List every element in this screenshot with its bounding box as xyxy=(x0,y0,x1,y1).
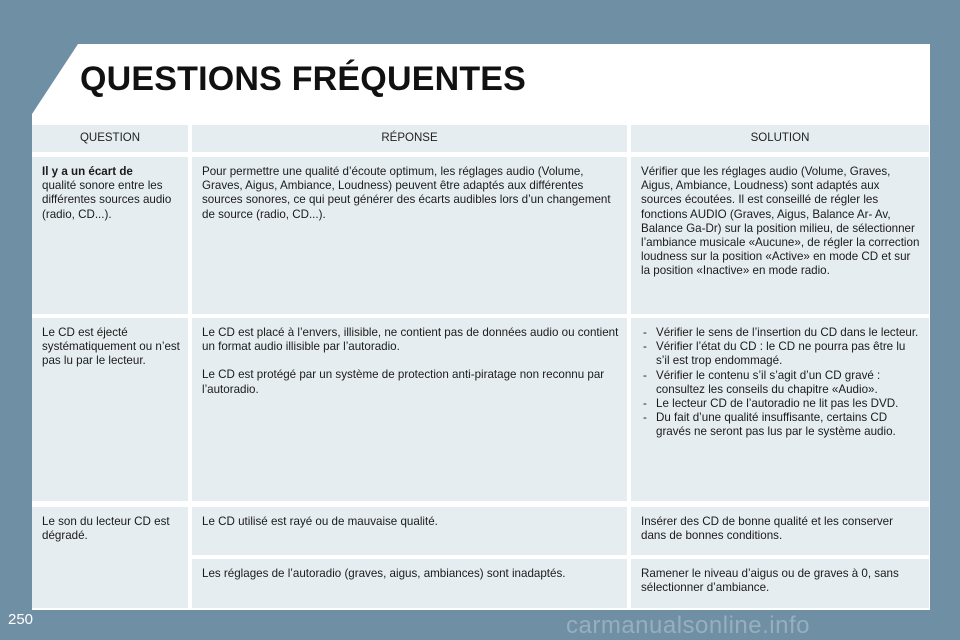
row3a-answer-text: Le CD utilisé est rayé ou de mauvaise qualité. xyxy=(202,515,438,528)
header-answer xyxy=(192,125,627,152)
row1-question-bold: Il y a un écart de xyxy=(42,165,133,178)
row3b-solution-text: Ramener le niveau d’aigus ou de graves à 0, sans sélectionner d’ambiance. xyxy=(641,567,899,595)
row1-answer-cell xyxy=(192,157,627,314)
row3-question-cell xyxy=(32,507,188,608)
row3b-answer-text: Les réglages de l’autoradio (graves, aigus, ambiances) sont inadaptés. xyxy=(202,567,566,580)
header-solution xyxy=(631,125,929,152)
list-item: - Vérifier l’état du CD : le CD ne pourra pas être lu s’il est trop endommagé. xyxy=(641,340,921,368)
row1-question-cell xyxy=(32,157,188,314)
header-question-label: QUESTION xyxy=(79,132,141,145)
row2-answer-paragraph-2: Le CD est protégé par un système de protection anti-piratage non reconnu par l’autoradio. xyxy=(202,368,605,396)
row3a-solution-text: Insérer des CD de bonne qualité et les conserver dans de bonnes conditions. xyxy=(641,515,893,543)
row3a-answer-cell xyxy=(192,507,627,555)
row3a-solution-cell xyxy=(631,507,929,555)
header-answer-label: RÉPONSE xyxy=(381,132,438,145)
row3-question-text: Le son du lecteur CD est dégradé. xyxy=(42,515,170,543)
row2-answer-cell xyxy=(192,318,627,501)
header-question xyxy=(32,125,188,152)
list-item: - Du fait d’une qualité insuffisante, certains CD gravés ne seront pas lus par le système audio. xyxy=(641,411,921,439)
row2-answer-paragraph-1: Le CD est placé à l’envers, illisible, ne contient pas de données audio ou contient un format audio illisible par l’autoradio. xyxy=(202,326,619,354)
list-item: - Vérifier le sens de l’insertion du CD dans le lecteur. xyxy=(641,326,921,340)
watermark: carmanualsonline.info xyxy=(566,612,810,639)
page-number: 250 xyxy=(8,611,34,628)
row2-question-text: Le CD est éjecté systématiquement ou n’est pas lu par le lecteur. xyxy=(42,326,180,368)
row1-answer-text: Pour permettre une qualité d’écoute optimum, les réglages audio (Volume, Graves, Aigus, Ambiance, Loudness) peuvent être adaptés aux différentes sources sonores, ce qui peut générer des écarts audibles lors d’un changement de source (radio, CD...). xyxy=(202,165,611,221)
list-item: - Vérifier le contenu s’il s’agit d’un CD gravé : consultez les conseils du chapitre «Audio». xyxy=(641,369,921,397)
row1-solution-cell xyxy=(631,157,929,314)
row1-question-text: qualité sonore entre les différentes sources audio (radio, CD...). xyxy=(42,179,172,221)
list-item: - Le lecteur CD de l’autoradio ne lit pas les DVD. xyxy=(641,397,921,411)
row2-solution-list xyxy=(641,326,921,440)
header-solution-label: SOLUTION xyxy=(750,132,810,145)
row1-solution-text: Vérifier que les réglages audio (Volume, Graves, Aigus, Ambiance, Loudness) sont adaptés aux sources écoutées. Il est conseillé de régler les fonctions AUDIO (Graves, Aigus, Balance Ar- Av, Balance Ga-Dr) sur la position milieu, de sélectionner l’ambiance musicale «Aucune», de régler la correction loudness sur la position «Active» en mode CD et sur la position «Inactive» en mode radio. xyxy=(641,165,920,278)
row2-question-cell xyxy=(32,318,188,501)
page-title: QUESTIONS FRÉQUENTES xyxy=(80,60,527,98)
row3b-answer-cell xyxy=(192,559,627,608)
row2-solution-cell xyxy=(631,318,929,501)
row3b-solution-cell xyxy=(631,559,929,608)
